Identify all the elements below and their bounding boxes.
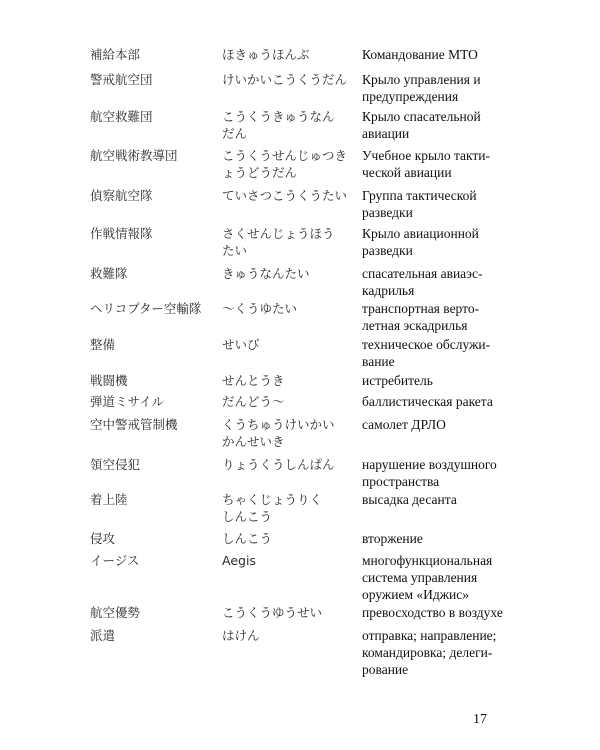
kana-reading: Aegis — [222, 553, 256, 568]
kana-reading: きゅうなんたい — [222, 266, 310, 281]
kana-reading: ちゃくじょうりく しんこう — [222, 492, 323, 524]
japanese-term: 戦闘機 — [90, 373, 128, 388]
russian-translation: истребитель — [362, 373, 433, 388]
page-number: 17 — [473, 712, 487, 727]
japanese-term: 航空救難団 — [90, 109, 153, 124]
russian-translation: Крыло спасательной авиации — [362, 109, 481, 141]
russian-translation: высадка десанта — [362, 492, 457, 507]
russian-translation: многофункциональная система управления оружием «Иджис» — [362, 553, 493, 602]
russian-translation: самолет ДРЛО — [362, 417, 446, 432]
russian-translation: спасательная авиаэс- кадрилья — [362, 266, 483, 298]
japanese-term: 整備 — [90, 337, 116, 352]
russian-translation: Группа тактической разведки — [362, 188, 477, 220]
japanese-term: 作戦情報隊 — [90, 226, 153, 241]
kana-reading: こうくうきゅうなん だん — [222, 109, 335, 141]
kana-reading: りょうくうしんぱん — [222, 457, 335, 472]
japanese-term: 空中警戒管制機 — [90, 417, 178, 432]
japanese-term: 侵攻 — [90, 531, 116, 546]
japanese-term: 領空侵犯 — [90, 457, 141, 472]
japanese-term: イージス — [90, 553, 140, 568]
japanese-term: 着上陸 — [90, 492, 128, 507]
kana-reading: ていさつこうくうたい — [222, 188, 348, 203]
kana-reading: しんこう — [222, 531, 273, 546]
kana-reading: ほきゅうほんぶ — [222, 47, 310, 62]
kana-reading: せんとうき — [222, 373, 285, 388]
japanese-term: 補給本部 — [90, 47, 141, 62]
japanese-term: 派遣 — [90, 628, 116, 643]
russian-translation: техническое обслужи- вание — [362, 337, 491, 369]
russian-translation: баллистическая ракета — [362, 394, 493, 409]
japanese-term: 警戒航空団 — [90, 72, 153, 87]
kana-reading: けいかいこうくうだん — [222, 72, 348, 87]
japanese-term: 救難隊 — [90, 266, 128, 281]
kana-reading: はけん — [222, 628, 260, 643]
russian-translation: транспортная верто- летная эскадрилья — [362, 301, 480, 333]
kana-reading: こうくうせんじゅつき ょうどうだん — [222, 148, 348, 180]
kana-reading: だんどう〜 — [222, 394, 285, 409]
kana-reading: こうくうゆうせい — [222, 605, 323, 620]
russian-translation: Командование МТО — [362, 47, 478, 62]
russian-translation: вторжение — [362, 531, 423, 546]
kana-reading: さくせんじょうほう たい — [222, 226, 335, 258]
kana-reading: 〜くうゆたい — [222, 301, 298, 316]
japanese-term: 偵察航空隊 — [90, 188, 153, 203]
russian-translation: Крыло управления и предупреждения — [362, 72, 481, 104]
russian-translation: нарушение воздушного пространства — [362, 457, 497, 489]
russian-translation: отправка; направление; командировка; делеги- рование — [362, 628, 497, 677]
japanese-term: 航空戦術教導団 — [90, 148, 178, 163]
japanese-term: 航空優勢 — [90, 605, 141, 620]
japanese-term: ヘリコプター空輸隊 — [90, 301, 202, 316]
kana-reading: くうちゅうけいかい かんせいき — [222, 417, 335, 449]
russian-translation: Учебное крыло такти- ческой авиации — [362, 148, 491, 180]
kana-reading: せいび — [222, 337, 260, 352]
russian-translation: Крыло авиационной разведки — [362, 226, 479, 258]
russian-translation: превосходство в воздухе — [362, 605, 503, 620]
japanese-term: 弾道ミサイル — [90, 394, 165, 409]
